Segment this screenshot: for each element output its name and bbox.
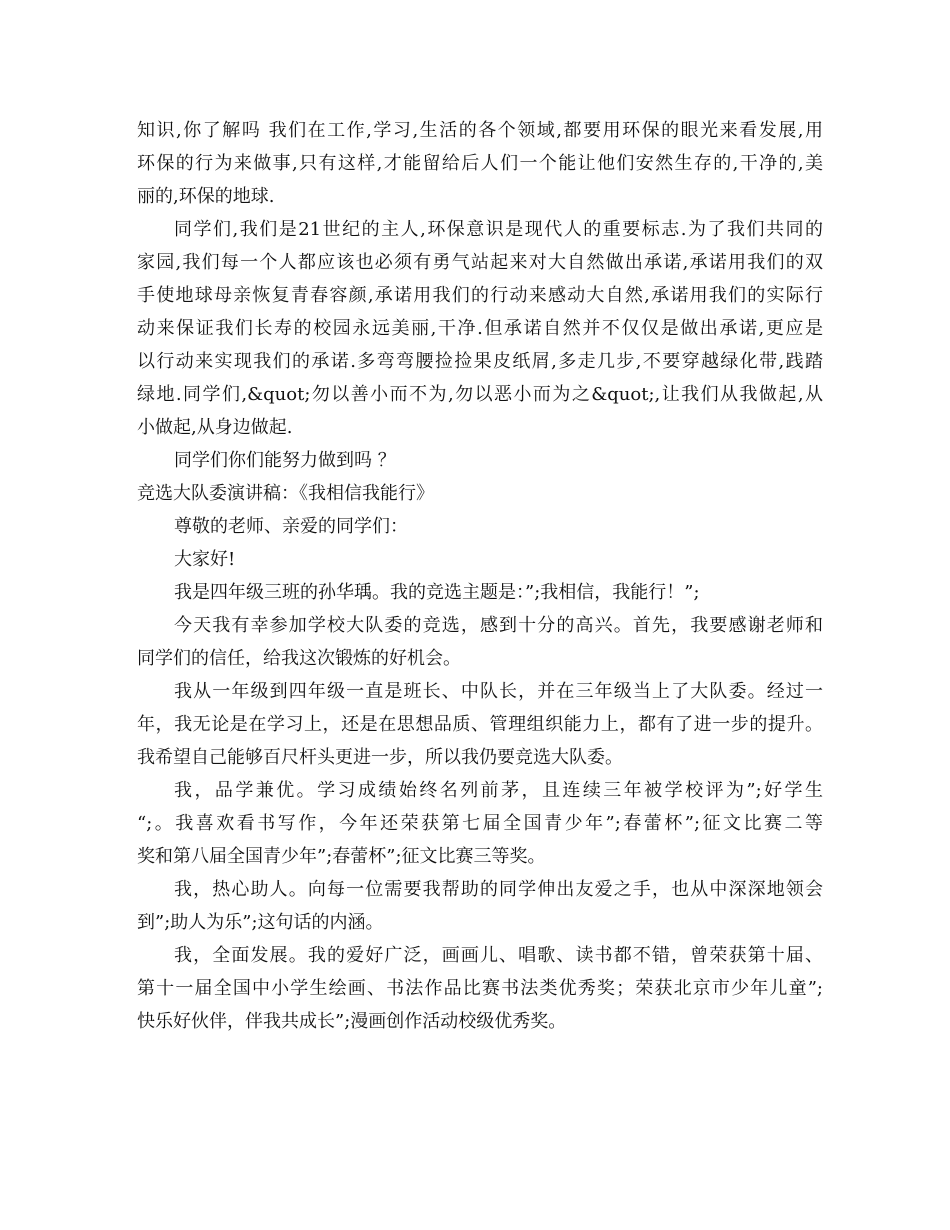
- text-line: 同学们,我们是21世纪的主人,环保意识是现代人的重要标志.为了我们共同的: [174, 219, 823, 240]
- text-line: 我，全面发展。我的爱好广泛，画画儿、唱歌、读书都不错，曾荣获第十届、: [174, 945, 823, 966]
- text-line: 年，我无论是在学习上，还是在思想品质、管理组织能力上，都有了进一步的提升。: [137, 714, 823, 735]
- text-line: 家园,我们每一个人都应该也必须有勇气站起来对大自然做出承诺,承诺用我们的双: [137, 252, 823, 273]
- text-line: 小做起,从身边做起.: [137, 417, 293, 438]
- text-line: 同学们的信任，给我这次锻炼的好机会。: [137, 648, 461, 669]
- text-line: 以行动来实现我们的承诺.多弯弯腰捡捡果皮纸屑,多走几步,不要穿越绿化带,践踏: [137, 351, 823, 372]
- text-line: 我从一年级到四年级一直是班长、中队长，并在三年级当上了大队委。经过一: [174, 681, 823, 702]
- text-line: 快乐好伙伴，伴我共成长”;漫画创作活动校级优秀奖。: [137, 1011, 567, 1032]
- text-line: 今天我有幸参加学校大队委的竞选，感到十分的高兴。首先，我要感谢老师和: [174, 615, 823, 636]
- text-line: 我，品学兼优。学习成绩始终名列前茅，且连续三年被学校评为”;好学生: [174, 780, 823, 801]
- text-line: 到”;助人为乐”;这句话的内涵。: [137, 912, 384, 933]
- text-line: 我，热心助人。向每一位需要我帮助的同学伸出友爱之手，也从中深深地领会: [174, 879, 823, 900]
- text-line: 知识,你了解吗 我们在工作,学习,生活的各个领域,都要用环保的眼光来看发展,用: [137, 120, 823, 141]
- text-line: 绿地.同学们,&quot;勿以善小而不为,勿以恶小而为之&quot;,让我们从我做起,从: [137, 384, 823, 405]
- text-line: 动来保证我们长寿的校园永远美丽,干净.但承诺自然并不仅仅是做出承诺,更应是: [137, 318, 823, 339]
- text-line: 丽的,环保的地球.: [137, 186, 275, 207]
- text-line: 尊敬的老师、亲爱的同学们：: [174, 516, 408, 537]
- text-line: 竞选大队委演讲稿：《我相信我能行》: [137, 483, 434, 504]
- text-line: 第十一届全国中小学生绘画、书法作品比赛书法类优秀奖；荣获北京市少年儿童”;: [137, 978, 823, 999]
- text-line: 环保的行为来做事,只有这样,才能留给后人们一个能让他们安然生存的,干净的,美: [137, 153, 823, 174]
- text-line: “;。我喜欢看书写作，今年还荣获第七届全国青少年”;春蕾杯”;征文比赛二等: [137, 813, 823, 834]
- text-line: 奖和第八届全国青少年”;春蕾杯”;征文比赛三等奖。: [137, 846, 546, 867]
- text-line: 手使地球母亲恢复青春容颜,承诺用我们的行动来感动大自然,承诺用我们的实际行: [137, 285, 823, 306]
- text-line: 我希望自己能够百尺杆头更进一步，所以我仍要竞选大队委。: [137, 747, 623, 768]
- document-body: [137, 114, 823, 1038]
- text-line: 大家好!: [174, 549, 236, 570]
- text-line: 我是四年级三班的孙华瑀。我的竞选主题是：”;我相信，我能行！”;: [174, 582, 700, 603]
- text-line: 同学们你们能努力做到吗 ？: [174, 450, 396, 471]
